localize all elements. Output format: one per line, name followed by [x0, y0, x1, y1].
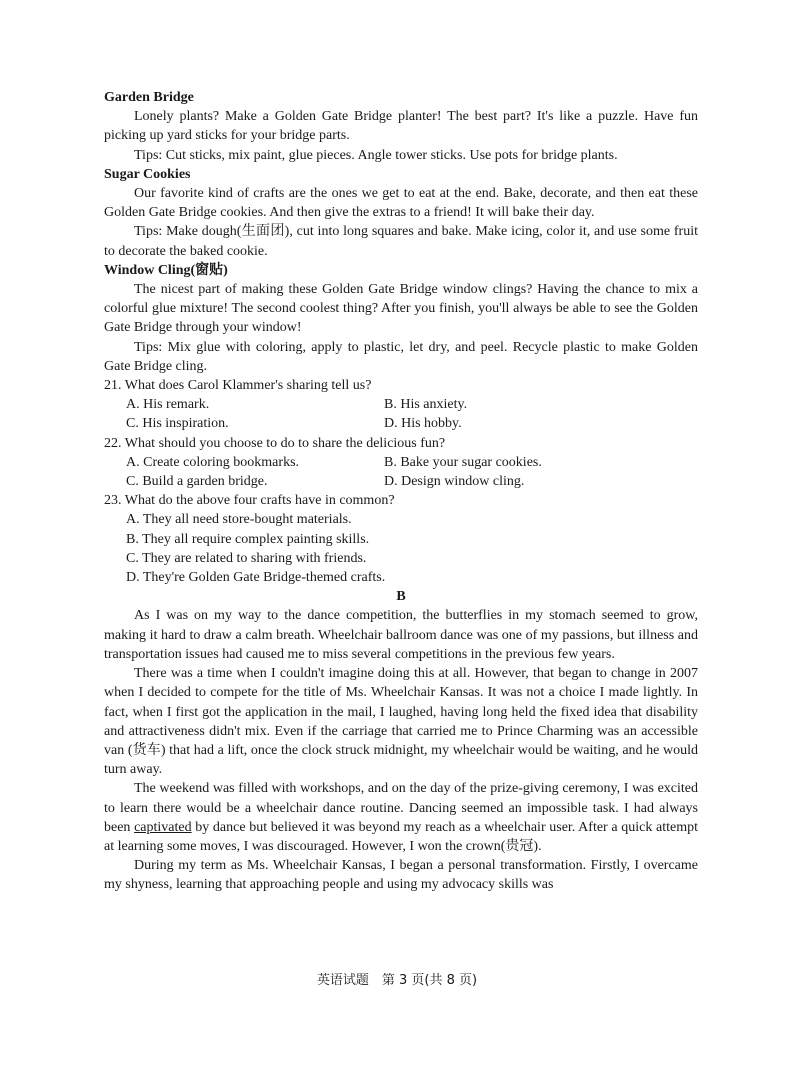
question-21-option-c: C. His inspiration.: [126, 416, 229, 432]
window-cling-tips: Tips: Mix glue with coloring, apply to plastic, let dry, and peel. Recycle plastic to make Golden Gate Bridge cling.: [104, 339, 698, 374]
window-cling-title: Window Cling(窗贴): [104, 262, 228, 278]
passage-b-label: B: [396, 589, 406, 605]
passage-b-paragraph-3: [104, 779, 698, 856]
window-cling-body: The nicest part of making these Golden Gate Bridge window clings? Having the chance to mix a colorful glue mixture! The second coolest thing? After you finish, you'll always be able to see the Golden Gate Bridge through your window!: [104, 282, 698, 336]
question-23-option-d: D. They're Golden Gate Bridge-themed crafts.: [126, 570, 386, 586]
question-21-stem: 21. What does Carol Klammer's sharing tell us?: [104, 378, 372, 394]
page-footer: 英语试题 第 3 页(共 8 页): [316, 973, 478, 988]
passage-b-paragraph-1: As I was on my way to the dance competition, the butterflies in my stomach seemed to grow, making it hard to draw a calm breath. Wheelchair ballroom dance was one of my passions, but illness and transportation issues had caused me to miss several competitions in the previous few years.: [104, 608, 698, 662]
question-23-option-a: A. They all need store-bought materials.: [126, 512, 352, 528]
question-22-option-c: C. Build a garden bridge.: [126, 474, 268, 490]
garden-bridge-title: Garden Bridge: [104, 90, 194, 105]
garden-bridge-tips: Tips: Cut sticks, mix paint, glue pieces. Angle tower sticks. Use pots for bridge plants.: [134, 147, 618, 163]
sugar-cookies-body: Our favorite kind of crafts are the ones we get to eat at the end. Bake, decorate, and then eat these Golden Gate Bridge cookies. And then give the extras to a friend! It will bake their day.: [104, 186, 698, 221]
question-21-option-a: A. His remark.: [126, 397, 210, 413]
question-21-options: [126, 395, 698, 433]
passage-b-paragraph-2: There was a time when I couldn't imagine doing this at all. However, that began to change in 2007 when I decided to compete for the title of Ms. Wheelchair Kansas. It was not a choice I made lightly. In fact, when I first got the application in the mail, I laughed, having long held the fixed idea that disability and attractiveness didn't mix. Even if the carriage that carried me to Prince Charming was an accessible van (货车) that had a lift, once the clock struck midnight, my wheelchair would be waiting, and he would turn away.: [104, 666, 698, 778]
sugar-cookies-tips: Tips: Make dough(生面团), cut into long squares and bake. Make icing, color it, and use some fruit to decorate the baked cookie.: [104, 224, 698, 259]
question-23-option-c: C. They are related to sharing with friends.: [126, 550, 367, 566]
question-22-stem: 22. What should you choose to do to share the delicious fun?: [104, 435, 446, 451]
question-23-option-b: B. They all require complex painting skills.: [126, 531, 370, 547]
question-22-option-d: D. Design window cling.: [384, 474, 525, 490]
question-22-option-a: A. Create coloring bookmarks.: [126, 454, 300, 470]
question-21-option-b: B. His anxiety.: [384, 397, 468, 413]
sugar-cookies-title: Sugar Cookies: [104, 166, 191, 182]
passage-b-paragraph-3-start: The weekend was filled with workshops, and on the day of the prize-giving ceremony, I was excited to learn there would be a wheelchair dance routine. Dancing seemed an impossible task. I had always been: [104, 781, 698, 835]
passage-b-paragraph-3-end: by dance but believed it was beyond my reach as a wheelchair user. After a quick attempt at learning some moves, I was discouraged. However, I won the crown(贵冠).: [104, 819, 698, 854]
underlined-word-captivated: captivated: [134, 819, 192, 835]
question-22-options: [126, 453, 698, 491]
passage-b-paragraph-4: During my term as Ms. Wheelchair Kansas, I began a personal transformation. Firstly, I overcame my shyness, learning that approaching people and using my advocacy skills was: [104, 858, 698, 893]
question-21-option-d: D. His hobby.: [384, 416, 462, 432]
garden-bridge-body: Lonely plants? Make a Golden Gate Bridge planter! The best part? It's like a puzzle. Have fun picking up yard sticks for your bridge parts.: [104, 109, 698, 144]
question-23-stem: 23. What do the above four crafts have in common?: [104, 493, 395, 509]
question-22-option-b: B. Bake your sugar cookies.: [384, 454, 542, 470]
